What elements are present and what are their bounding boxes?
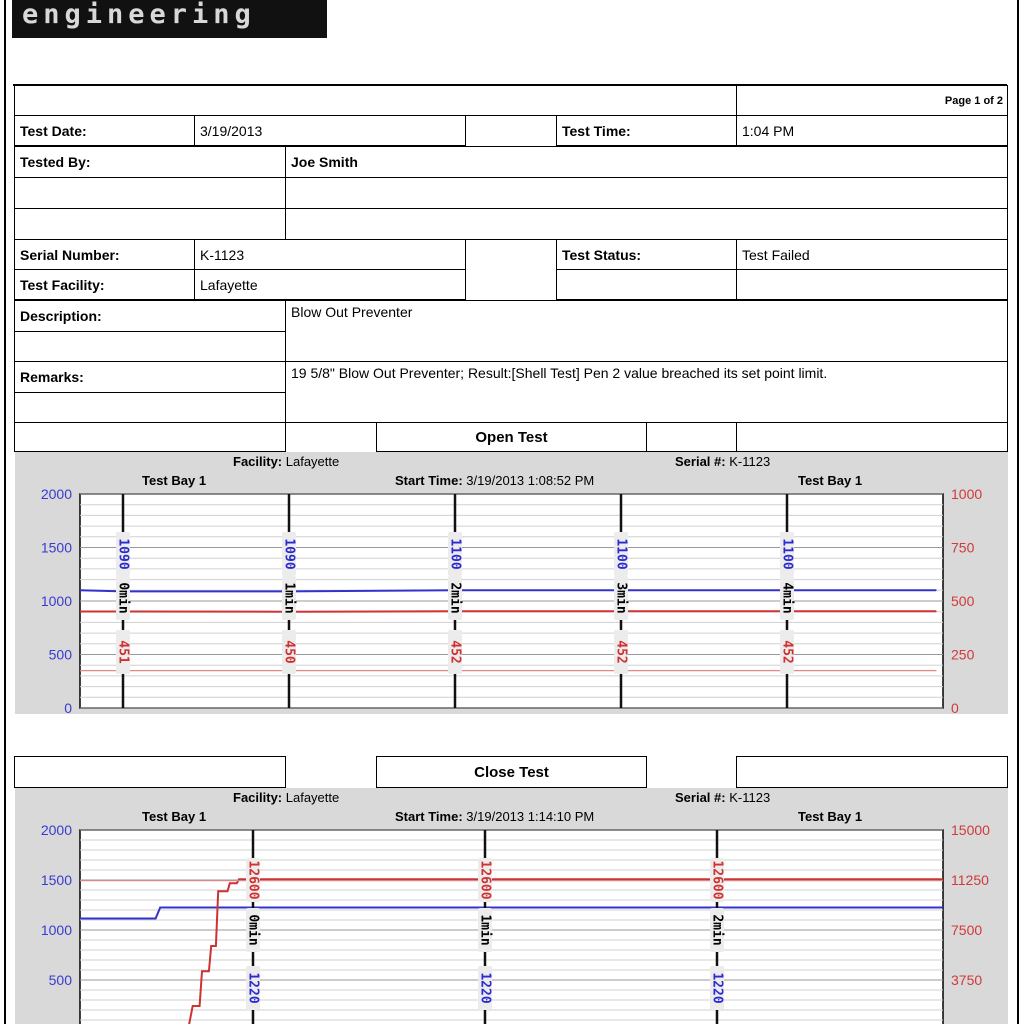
chart-bay-left: Test Bay 1 xyxy=(142,809,207,824)
chart-bay-right: Test Bay 1 xyxy=(798,809,863,824)
marker-label: 4min xyxy=(779,582,795,614)
tested-by-value: Joe Smith xyxy=(285,146,1008,178)
marker-label: 1090 xyxy=(115,538,131,570)
marker-label: 452 xyxy=(779,640,795,664)
blank-cell xyxy=(14,208,286,240)
right-axis-tick: 1000 xyxy=(951,486,983,502)
test-status-value: Test Failed xyxy=(736,239,1008,270)
left-axis-tick: 500 xyxy=(48,972,72,988)
plot-area xyxy=(80,830,943,1024)
marker-label: 1min xyxy=(477,914,493,946)
blank-cell xyxy=(556,269,737,300)
series-line xyxy=(80,590,936,591)
left-axis-tick: 1500 xyxy=(40,872,72,888)
chart-bay-left: Test Bay 1 xyxy=(142,473,207,488)
left-axis-tick: 1500 xyxy=(40,539,72,556)
open-test-chart xyxy=(15,452,1008,714)
marker-label: 0min xyxy=(245,914,261,946)
right-axis-tick: 750 xyxy=(951,539,975,556)
right-axis-tick: 0 xyxy=(951,700,959,714)
marker-label: 1min xyxy=(281,582,297,614)
marker-label: 1100 xyxy=(613,538,629,570)
test-status-label: Test Status: xyxy=(556,239,737,270)
marker-label: 12600 xyxy=(245,860,261,900)
marker-label: 452 xyxy=(613,640,629,664)
blank-cell xyxy=(736,756,1008,788)
chart-facility: Facility: Lafayette xyxy=(233,790,340,805)
blank-cell xyxy=(14,422,286,452)
marker-label: 1220 xyxy=(245,972,261,1004)
marker-label: 451 xyxy=(115,640,131,664)
chart-start-time: Start Time: 3/19/2013 1:14:10 PM xyxy=(395,809,595,824)
blank-cell xyxy=(646,422,737,452)
right-axis-tick: 500 xyxy=(951,593,975,609)
marker-label: 452 xyxy=(447,640,463,664)
left-axis-tick: 2000 xyxy=(40,486,72,502)
marker-label: 12600 xyxy=(477,860,493,900)
right-axis-tick: 11250 xyxy=(951,872,989,888)
marker-label: 2min xyxy=(447,582,463,614)
marker-label: 450 xyxy=(281,640,297,664)
marker-label: 1100 xyxy=(779,538,795,570)
blank-cell xyxy=(14,177,286,209)
test-date-value: 3/19/2013 xyxy=(194,115,466,146)
blank-cell xyxy=(736,269,1008,300)
marker-label: 2min xyxy=(709,914,725,946)
close-test-title: Close Test xyxy=(376,756,647,788)
chart-plot xyxy=(15,788,1008,1024)
serial-number-value: K-1123 xyxy=(194,239,466,270)
chart-serial: Serial #: K-1123 xyxy=(675,790,771,805)
left-axis-tick: 2000 xyxy=(40,822,72,838)
marker-label: 1100 xyxy=(447,538,463,570)
left-axis-tick: 1000 xyxy=(40,593,72,609)
chart-facility: Facility: Lafayette xyxy=(233,454,340,469)
chart-serial: Serial #: K-1123 xyxy=(675,454,771,469)
right-axis-tick: 3750 xyxy=(951,972,983,988)
marker-label: 1220 xyxy=(709,972,725,1004)
page-border-left xyxy=(4,0,6,1024)
page-number: Page 1 of 2 xyxy=(736,85,1008,116)
blank-cell xyxy=(14,331,286,362)
test-time-value: 1:04 PM xyxy=(736,115,1008,146)
left-axis-tick: 500 xyxy=(48,646,72,663)
blank-cell xyxy=(14,756,286,788)
close-test-chart xyxy=(15,788,1008,1024)
blank-cell xyxy=(285,177,1008,209)
chart-start-time: Start Time: 3/19/2013 1:08:52 PM xyxy=(395,473,595,488)
remarks-label: Remarks: xyxy=(14,361,286,393)
test-facility-label: Test Facility: xyxy=(14,269,195,300)
blank-cell xyxy=(285,208,1008,240)
marker-label: 3min xyxy=(613,582,629,614)
company-logo: engineering xyxy=(12,0,327,38)
remarks-value: 19 5/8" Blow Out Preventer; Result:[Shell Test] Pen 2 value breached its set point limit. xyxy=(285,361,1008,423)
marker-label: 0min xyxy=(115,582,131,614)
open-test-title: Open Test xyxy=(376,422,647,452)
left-axis-tick: 0 xyxy=(64,700,72,714)
chart-bay-right: Test Bay 1 xyxy=(798,473,863,488)
right-axis-tick: 250 xyxy=(951,646,975,663)
blank-cell xyxy=(736,422,1008,452)
marker-label: 1220 xyxy=(477,972,493,1004)
marker-label: 1090 xyxy=(281,538,297,570)
right-axis-tick: 7500 xyxy=(951,922,983,938)
description-value: Blow Out Preventer xyxy=(285,300,1008,362)
header-blank-cell xyxy=(14,85,737,116)
right-axis-tick: 15000 xyxy=(951,822,990,838)
tested-by-label: Tested By: xyxy=(14,146,286,178)
marker-label: 12600 xyxy=(709,860,725,900)
page-border-right xyxy=(1017,0,1019,1024)
test-facility-value: Lafayette xyxy=(194,269,466,300)
blank-cell xyxy=(14,392,286,423)
chart-plot xyxy=(15,452,1008,714)
serial-number-label: Serial Number: xyxy=(14,239,195,270)
left-axis-tick: 1000 xyxy=(40,922,72,938)
test-time-label: Test Time: xyxy=(556,115,737,146)
test-date-label: Test Date: xyxy=(14,115,195,146)
description-label: Description: xyxy=(14,300,286,332)
